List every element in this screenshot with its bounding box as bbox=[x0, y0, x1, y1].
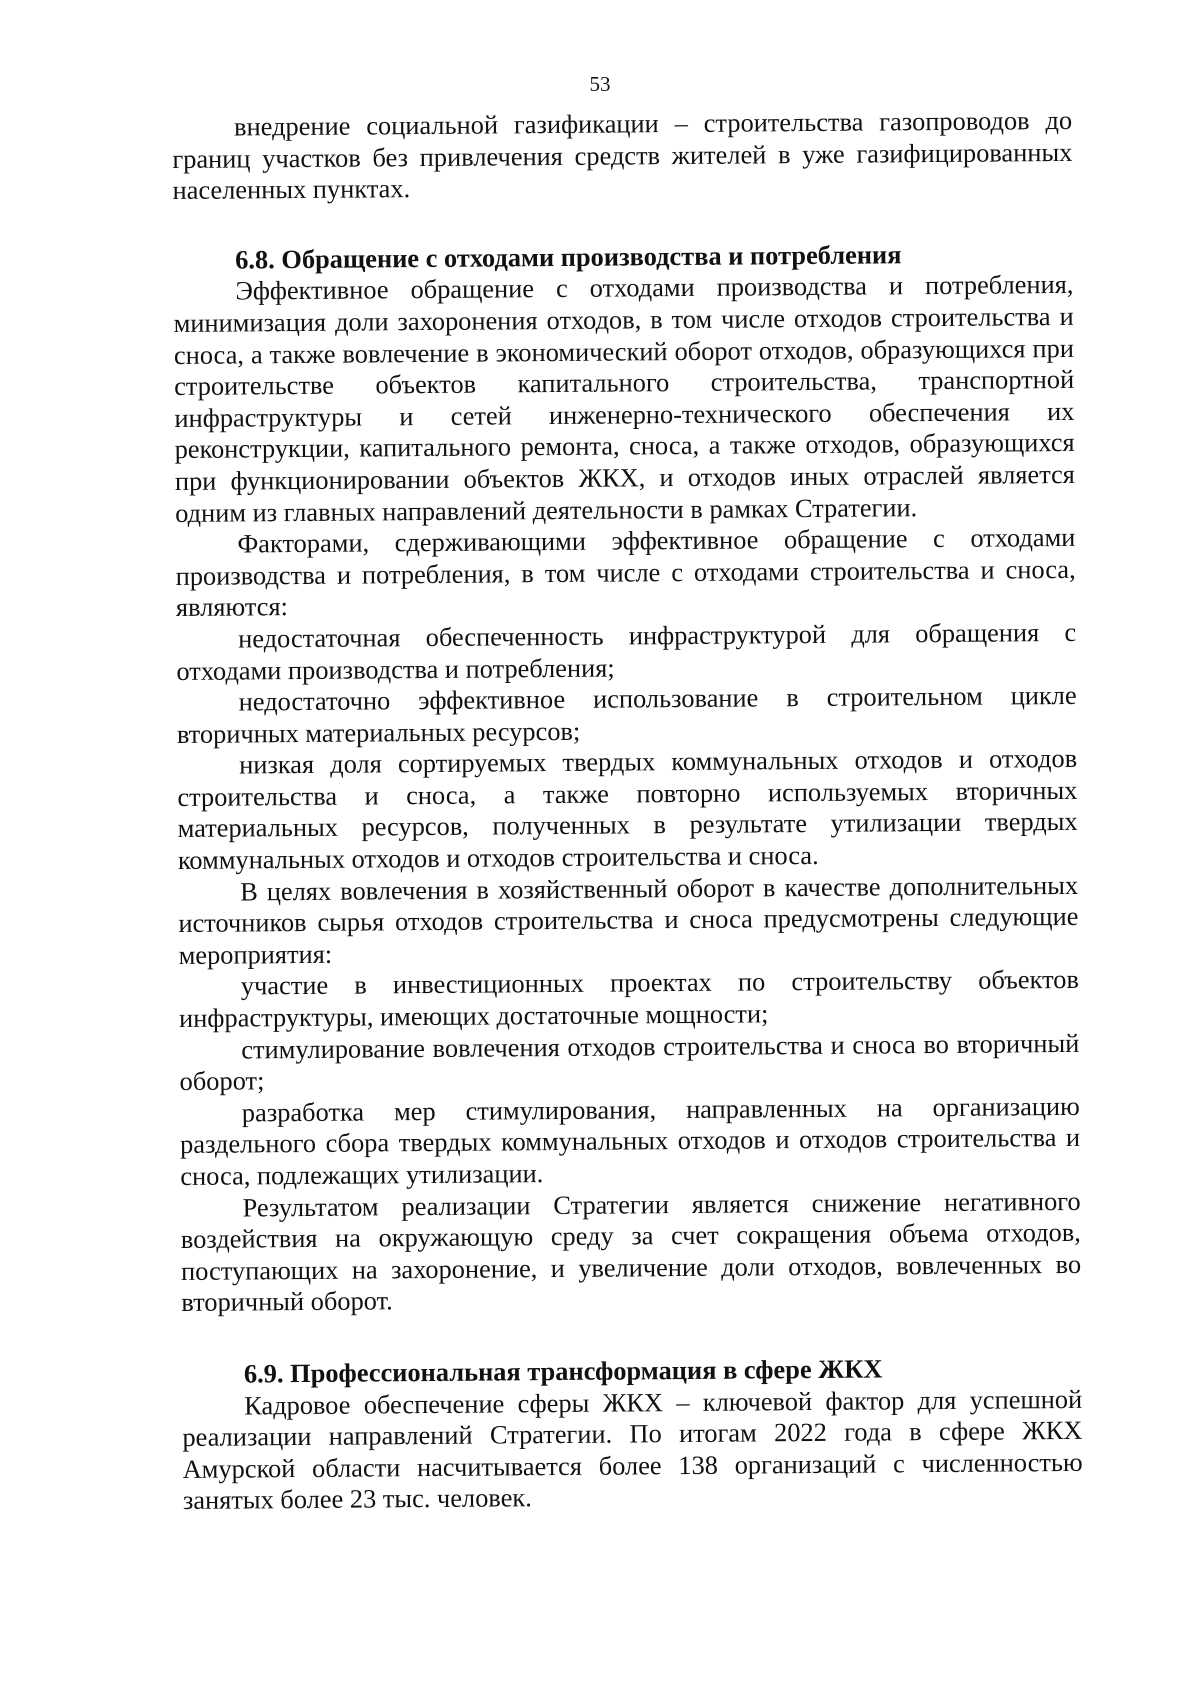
list-item-investment-projects: участие в инвестиционных проектах по строительству объектов инфраструктуры, имеющих достаточные мощности; bbox=[178, 964, 1079, 1034]
paragraph-constraining-factors: Факторами, сдерживающими эффективное обращение с отходами производства и потребления, в том числе с отходами строительства и сноса, являются: bbox=[175, 522, 1076, 623]
section-professional-transformation bbox=[182, 1352, 1083, 1517]
list-item-infrastructure: недостаточная обеспеченность инфраструктурой для обращения с отходами производства и потребления; bbox=[176, 616, 1077, 686]
list-item-low-sorting: низкая доля сортируемых твердых коммунальных отходов и отходов строительства и сноса, а также повторно используемых вторичных материальных ресурсов, полученных в результате утилизации твердых коммунальных отходов и отходов строительства и сноса. bbox=[177, 743, 1078, 876]
list-item-separate-collection: разработка мер стимулирования, направленных на организацию раздельного сбора твердых коммунальных отходов и отходов строительства и сноса, подлежащих утилизации. bbox=[179, 1090, 1081, 1191]
section-waste-management bbox=[173, 238, 1081, 1319]
section-spacer bbox=[181, 1312, 1081, 1359]
paragraph-strategy-result: Результатом реализации Стратегии является снижение негативного воздействия на окружающую среду за счет сокращения объема отходов, поступающих на захоронение, и увеличение доли отходов, вовлеченных во вторичный оборот. bbox=[180, 1185, 1082, 1318]
paragraph-measures-intro: В целях вовлечения в хозяйственный оборот в качестве дополнительных источников сырья отходов строительства и сноса предусмотрены следующие мероприятия: bbox=[178, 869, 1079, 970]
list-item-stimulating-turnover: стимулирование вовлечения отходов строительства и сноса во вторичный оборот; bbox=[179, 1027, 1080, 1097]
section-heading-6-8: 6.8. Обращение с отходами производства и потребления bbox=[235, 239, 902, 275]
paragraph-gasification: внедрение социальной газификации – строительства газопроводов до границ участков без привлечения средств жителей в уже газифицированных населенных пунктах. bbox=[172, 104, 1073, 206]
page-number: 53 bbox=[589, 72, 611, 96]
list-item-secondary-resources: недостаточно эффективное использование в строительном цикле вторичных материальных ресурсов; bbox=[176, 680, 1077, 749]
section-heading-6-9: 6.9. Профессиональная трансформация в сфере ЖКХ bbox=[243, 1353, 883, 1389]
page-body bbox=[172, 105, 1083, 1517]
paragraph-waste-intro: Эффективное обращение с отходами производства и потребления, минимизация доли захоронения отходов, в том числе отходов строительства и сноса, а также вовлечение в экономический оборот отходов, образующихся при строительстве объектов капитального строительства, транспортной инфраструктуры и сетей инженерно-технического обеспечения их реконструкции, капитального ремонта, сноса, а также отходов, образующихся при функционировании объектов ЖКХ, и отходов иных отраслей является одним из главных направлений деятельности в рамках Стратегии. bbox=[173, 269, 1075, 528]
paragraph-staffing: Кадровое обеспечение сферы ЖКХ – ключевой фактор для успешной реализации направлений Стратегии. По итогам 2022 года в сфере ЖКХ Амурской области насчитывается более 138 организаций с численностью занятых более 23 тыс. человек. bbox=[182, 1383, 1083, 1516]
